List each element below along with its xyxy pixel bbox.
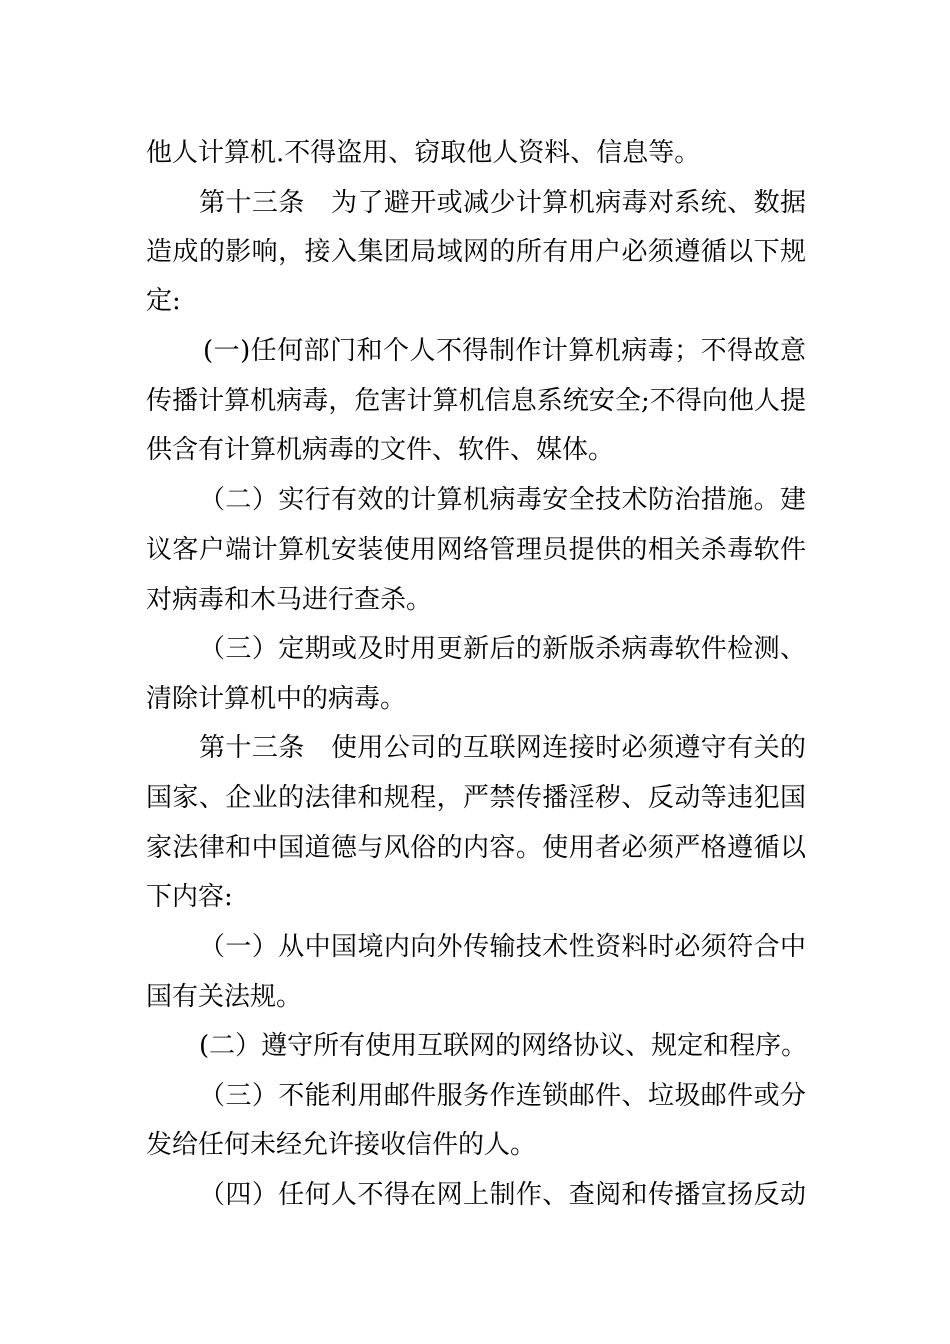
- text-line: 发给任何未经允许接收信件的人。: [146, 1130, 537, 1160]
- text-line: 定:: [146, 286, 181, 316]
- text-line: 国有关法规。: [146, 982, 303, 1012]
- text-line: 家法律和中国道德与风俗的内容。使用者必须严格遵循以: [146, 833, 806, 863]
- clause-2-line: （二）实行有效的计算机病毒安全技术防治措施。建: [199, 485, 806, 515]
- text-line: 下内容:: [146, 882, 233, 912]
- clause-3b-line: （三）不能利用邮件服务作连锁邮件、垃圾邮件或分: [199, 1081, 806, 1111]
- clause-1-line: (一)任何部门和个人不得制作计算机病毒；不得故意: [203, 336, 806, 366]
- clause-3-line: （三）定期或及时用更新后的新版杀病毒软件检测、: [199, 634, 806, 664]
- clause-4b-line: （四）任何人不得在网上制作、查阅和传播宣扬反动: [199, 1180, 806, 1210]
- article-13-heading-line: 第十三条 为了避开或减少计算机病毒对系统、数据: [199, 188, 806, 218]
- text-line: 造成的影响，接入集团局域网的所有用户必须遵循以下规: [146, 237, 806, 267]
- text-line: 他人计算机.不得盗用、窃取他人资料、信息等。: [146, 138, 701, 168]
- clause-1b-line: （一）从中国境内向外传输技术性资料时必须符合中: [199, 932, 806, 962]
- clause-2b-line: (二）遵守所有使用互联网的网络协议、规定和程序。: [199, 1031, 808, 1061]
- text-line: 传播计算机病毒，危害计算机信息系统安全;不得向他人提: [146, 386, 806, 416]
- text-line: 供含有计算机病毒的文件、软件、媒体。: [146, 435, 615, 465]
- text-line: 对病毒和木马进行查杀。: [146, 585, 433, 615]
- text-line: 清除计算机中的病毒。: [146, 684, 407, 714]
- text-line: 议客户端计算机安装使用网络管理员提供的相关杀毒软件: [146, 535, 806, 565]
- text-line: 国家、企业的法律和规程，严禁传播淫秽、反动等违犯国: [146, 783, 806, 813]
- article-13b-heading-line: 第十三条 使用公司的互联网连接时必须遵守有关的: [199, 733, 806, 763]
